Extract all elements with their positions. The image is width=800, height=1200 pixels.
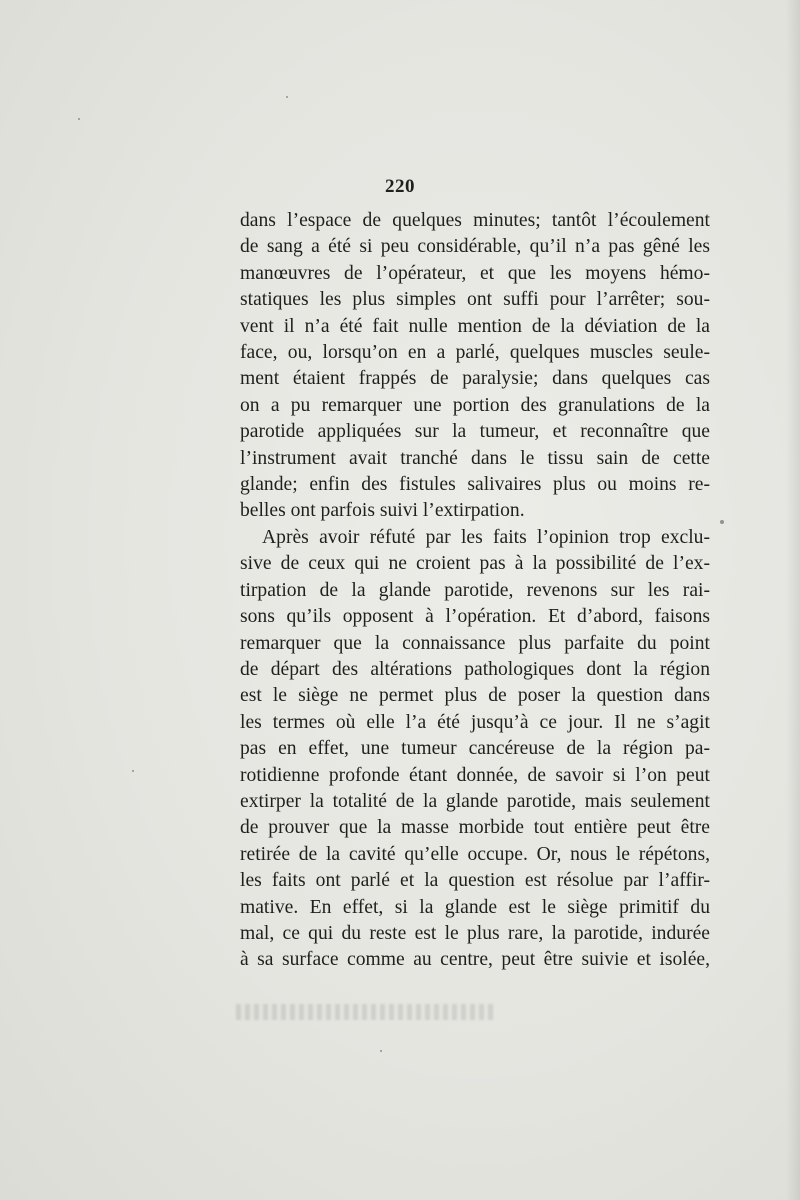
paper-speck [78,118,80,120]
text-line: l’instrument avait tranché dans le tissu sain de cette [240,447,710,469]
paper-speck [380,1050,382,1052]
paper-speck [720,520,724,524]
text-line: mal, ce qui du reste est le plus rare, la parotide, indurée [240,922,710,944]
text-line: sons qu’ils opposent à l’opération. Et d’abord, faisons [240,606,710,628]
paper-speck [286,96,288,98]
text-line: manœuvres de l’opérateur, et que les moyens hémo- [240,262,710,284]
text-line: statiques les plus simples ont suffi pour l’arrêter; sou- [240,289,710,311]
text-line: sive de ceux qui ne croient pas à la possibilité de l’ex- [240,553,710,575]
text-line: extirper la totalité de la glande parotide, mais seulement [240,790,710,812]
paper-speck [132,770,134,772]
text-line: glande; enfin des fistules salivaires plus ou moins re- [240,474,710,496]
text-line: parotide appliquées sur la tumeur, et reconnaître que [240,421,710,443]
text-line: pas en effet, une tumeur cancéreuse de la région pa- [240,738,710,760]
text-line: les termes où elle l’a été jusqu’à ce jour. Il ne s’agit [240,711,710,733]
text-line: de départ des altérations pathologiques dont la région [240,658,710,680]
text-line: mative. En effet, si la glande est le siège primitif du [240,896,710,918]
text-line: vent il n’a été fait nulle mention de la déviation de la [240,315,710,337]
text-line: remarquer que la connaissance plus parfaite du point [240,632,710,654]
text-line: retirée de la cavité qu’elle occupe. Or, nous le répétons, [240,843,710,865]
text-line: Après avoir réfuté par les faits l’opinion trop exclu- [262,526,710,548]
text-line: les faits ont parlé et la question est résolue par l’affir- [240,870,710,892]
text-line: face, ou, lorsqu’on en a parlé, quelques muscles seule- [240,342,710,364]
text-line: est le siège ne permet plus de poser la question dans [240,685,710,707]
text-line: on a pu remarquer une portion des granulations de la [240,394,710,416]
body-text [240,208,710,974]
text-line: de sang a été si peu considérable, qu’il n’a pas gêné les [240,236,710,258]
text-line: rotidienne profonde étant donnée, de savoir si l’on peut [240,764,710,786]
ink-bleed-through [236,1004,496,1020]
text-line: de prouver que la masse morbide tout entière peut être [240,817,710,839]
text-line: belles ont parfois suivi l’extirpation. [240,500,525,522]
text-line: dans l’espace de quelques minutes; tantôt l’écoulement [240,210,710,231]
text-line: tirpation de la glande parotide, revenons sur les rai- [240,579,710,601]
text-line: ment étaient frappés de paralysie; dans quelques cas [240,368,710,390]
page-number: 220 [385,176,415,197]
text-line: à sa surface comme au centre, peut être suivie et isolée, [240,949,710,971]
